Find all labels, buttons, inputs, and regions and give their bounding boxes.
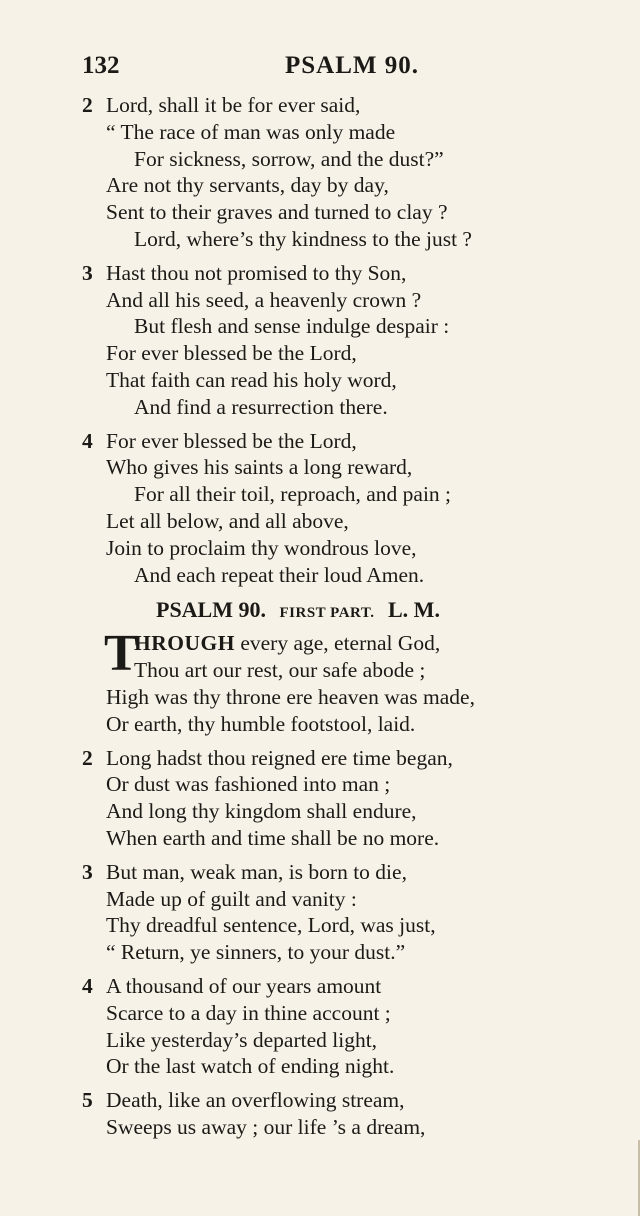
verse-line: High was thy throne ere heaven was made,	[106, 684, 475, 709]
stanza-number: 3	[82, 260, 93, 285]
verse-line: Or earth, thy humble footstool, laid.	[106, 711, 416, 736]
page-header	[82, 52, 602, 86]
verse-line	[82, 428, 612, 455]
verse-line	[82, 886, 612, 913]
verse-line	[82, 798, 612, 825]
verse-line	[82, 172, 612, 199]
stanza-4	[82, 973, 612, 1080]
verse-line	[82, 1000, 612, 1027]
verse-line	[82, 973, 612, 1000]
psalm-title: PSALM 90.	[156, 597, 266, 623]
verse-text: Lord, where’s thy kindness to the just ?	[134, 226, 472, 251]
verse-line	[82, 745, 612, 772]
verse-text: For all their toil, reproach, and pain ;	[134, 482, 452, 507]
stanza-3	[82, 260, 612, 421]
stanza-3	[82, 859, 612, 966]
stanza-number: 5	[82, 1088, 93, 1113]
stanza-1	[82, 625, 612, 737]
verse-text: Made up of guilt and vanity :	[106, 886, 357, 911]
verse-text: Hast thou not promised to thy Son,	[106, 260, 407, 285]
stanzas-group-a	[82, 92, 612, 588]
verse-line	[82, 1087, 612, 1114]
verse-text: Lord, shall it be for ever said,	[106, 93, 361, 117]
stanza-number: 2	[82, 93, 93, 117]
stanza-2	[82, 92, 612, 253]
verse-line	[82, 146, 612, 173]
verse-line	[82, 535, 612, 562]
verse-text: And long thy kingdom shall endure,	[106, 799, 417, 824]
verse-line	[82, 313, 612, 340]
verse-text: Let all below, and all above,	[106, 508, 349, 533]
verse-line	[82, 825, 612, 852]
verse-text: “ The race of man was only made	[106, 119, 396, 144]
verse-text: Sent to their graves and turned to clay ?	[106, 200, 448, 225]
stanza-5	[82, 1087, 612, 1141]
verse-text: Or the last watch of ending night.	[106, 1054, 395, 1079]
verse-line	[82, 562, 612, 589]
verse-text: Thy dreadful sentence, Lord, was just,	[106, 913, 436, 938]
page-body	[82, 92, 612, 1148]
first-word-caps: HROUGH	[134, 631, 235, 656]
verse-line	[82, 939, 612, 966]
section-title	[82, 595, 612, 628]
verse-line	[82, 912, 612, 939]
verse-text: “ Return, ye sinners, to your dust.”	[106, 940, 406, 965]
verse-line	[82, 1053, 612, 1080]
verse-text: Who gives his saints a long reward,	[106, 455, 413, 480]
verse-text: Sweeps us away ; our life ’s a dream,	[106, 1114, 426, 1139]
verse-text: For ever blessed be the Lord,	[106, 428, 357, 453]
verse-text: For sickness, sorrow, and the dust?”	[134, 146, 444, 171]
verse-line	[82, 1114, 612, 1141]
verse-text: Scarce to a day in thine account ;	[106, 1000, 391, 1025]
verse-text: When earth and time shall be no more.	[106, 825, 440, 850]
verse-line	[82, 454, 612, 481]
verse-text: But man, weak man, is born to die,	[106, 859, 407, 884]
verse-text: Death, like an overflowing stream,	[106, 1088, 405, 1113]
verse-line: Thou art our rest, our safe abode ;	[134, 658, 426, 683]
verse-text: That faith can read his holy word,	[106, 367, 397, 392]
drop-cap: T	[104, 625, 139, 683]
stanza-number: 2	[82, 745, 93, 770]
verse-text: Are not thy servants, day by day,	[106, 173, 389, 198]
stanza-number: 3	[82, 859, 93, 884]
verse-line	[82, 771, 612, 798]
verse-text: Or dust was fashioned into man ;	[106, 772, 391, 797]
stanza-2	[82, 745, 612, 852]
part-label: FIRST PART.	[279, 605, 375, 622]
verse-line	[82, 1027, 612, 1054]
verse-text: And each repeat their loud Amen.	[134, 562, 425, 587]
verse-line	[82, 260, 612, 287]
verse-line	[82, 199, 612, 226]
verse-text: A thousand of our years amount	[106, 973, 382, 998]
verse-text: Long hadst thou reigned ere time began,	[106, 745, 453, 770]
verse-line	[82, 481, 612, 508]
verse-line	[82, 92, 612, 119]
stanza-number: 4	[82, 973, 93, 998]
verse-text: And all his seed, a heavenly crown ?	[106, 287, 422, 312]
stanza-number: 4	[82, 428, 93, 453]
verse-text: And find a resurrection there.	[134, 394, 388, 419]
meter-label: L. M.	[388, 597, 440, 623]
verse-text: Join to proclaim thy wondrous love,	[106, 535, 417, 560]
stanza-4	[82, 428, 612, 589]
verse-text: But flesh and sense indulge despair :	[134, 314, 450, 339]
stanzas-group-b	[82, 745, 612, 1141]
verse-line	[82, 287, 612, 314]
verse-line	[82, 226, 612, 253]
first-line-rest: every age, eternal God,	[234, 631, 441, 656]
verse-text: Like yesterday’s departed light,	[106, 1027, 378, 1052]
verse-line	[82, 340, 612, 367]
verse-line	[82, 508, 612, 535]
running-title: PSALM 90.	[285, 52, 419, 79]
verse-line	[82, 367, 612, 394]
page-number: 132	[82, 52, 120, 79]
verse-line	[82, 394, 612, 421]
verse-line	[82, 859, 612, 886]
verse-text: For ever blessed be the Lord,	[106, 341, 357, 366]
verse-line	[82, 119, 612, 146]
